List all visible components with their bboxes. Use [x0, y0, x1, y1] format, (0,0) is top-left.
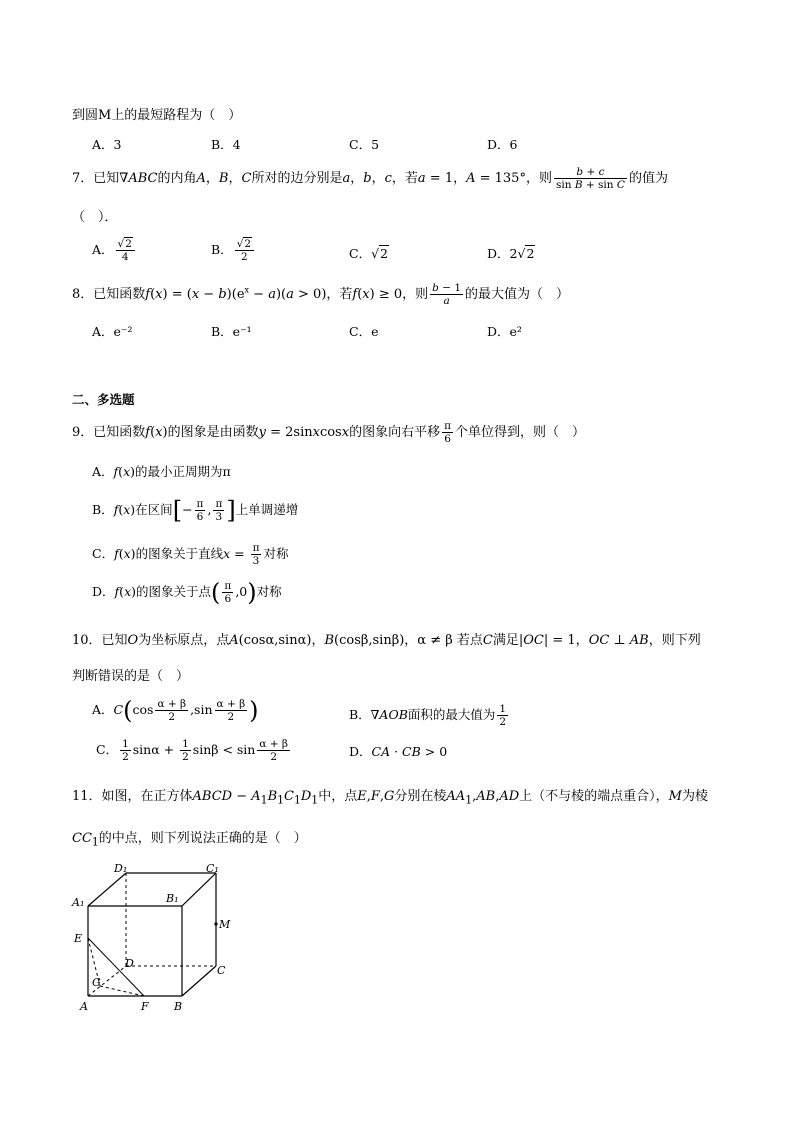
- q6-tail-text: 到圆M上的最短路程为（ ）: [72, 108, 242, 123]
- label-c1: C₁: [206, 862, 219, 875]
- q9-option-c: C．f(x)的图象关于直线x = $\frac{\pi}{3}$ 对称: [92, 542, 289, 568]
- q7-option-b: B． $\frac{√2}{2}$: [211, 238, 256, 263]
- q8-option-c: C．e: [349, 324, 379, 339]
- label-f: F: [141, 1000, 149, 1013]
- q7-option-d: D．2√2: [487, 246, 535, 261]
- q7-stem-end: （ ）．: [72, 210, 118, 225]
- q7-option-a: A． $\frac{√2}{4}$: [92, 238, 137, 263]
- label-c: C: [217, 964, 226, 977]
- label-a: A: [80, 1000, 88, 1013]
- label-m: M: [219, 918, 231, 931]
- q10-stem-end: 判断错误的是（ ）: [72, 669, 190, 684]
- label-b1: B₁: [166, 892, 179, 905]
- q7-stem: 7．已知∇ABC的内角A，B，C所对的边分别是a，b，c，若a = 1，A = 135°，则 $\frac{b + c}{\text{sin B + sin C}}$ 的值为: [72, 166, 668, 192]
- q6-option-c: C．5: [349, 137, 380, 152]
- cube-figure: [70, 858, 240, 1016]
- q11-stem: 11．如图，在正方体ABCD − $A_1B_1C_1D_1$中，点E,F,G分别在棱$AA_1,AB,AD$上（不与棱的端点重合），M为棱: [72, 789, 708, 807]
- label-g: G: [92, 976, 101, 989]
- label-b: B: [174, 1000, 183, 1013]
- label-d: D: [125, 957, 134, 970]
- q10-option-d: D．CA · CB > 0: [349, 744, 448, 759]
- q7-option-c: C．√2: [349, 246, 388, 261]
- q8-option-d: D．e²: [487, 324, 522, 339]
- q6-option-d: D．6: [487, 137, 518, 152]
- label-a1: A₁: [72, 896, 85, 909]
- q8-option-b: B．e⁻¹: [211, 324, 252, 339]
- q7-fraction: $\frac{b + c}{\text{sin B + sin C}}$: [555, 166, 625, 192]
- q9-option-d: D．f(x)的图象关于点( $\frac{\pi}{6}$ ,0)对称: [92, 578, 282, 607]
- q6-option-b: B．4: [211, 137, 241, 152]
- label-e: E: [74, 932, 83, 945]
- q9-option-b: B．f(x)在区间[− $\frac{\pi}{6}$ , $\frac{\pi}{3}$ ]上单调递增: [92, 496, 299, 525]
- label-d1: D₁: [114, 862, 128, 875]
- q8-option-a: A．e⁻²: [92, 324, 133, 339]
- q6-option-a: A．3: [92, 137, 122, 152]
- q10-option-b: B．∇AOB面积的最大值为 $\frac{1}{2}$: [349, 703, 507, 729]
- q11-stem-end: $CC_1$的中点，则下列说法正确的是（ ）: [72, 831, 307, 849]
- q8-fraction: $\frac{b - 1}{a}$: [432, 282, 462, 308]
- q8-stem: 8．已知函数$f(x) = (x - b)(e^x - a)(a > 0)$，若f(x) ≥ 0，则 $\frac{b - 1}{a}$ 的最大值为（ ）: [72, 282, 570, 308]
- q10-option-c: C． $\frac{1}{2}$ sinα + $\frac{1}{2}$ sinβ < sin $\frac{\alpha + \beta}{2}$: [96, 738, 288, 764]
- q9-option-a: A．f(x)的最小正周期为π: [92, 464, 231, 479]
- q10-option-a: A．C(cos $\frac{\alpha + \beta}{2}$ ,sin $\frac{\alpha + \beta}{2}$ ): [92, 696, 259, 725]
- q6-tail: [72, 104, 241, 123]
- q9-stem: 9．已知函数f(x)的图象是由函数y = 2sinxcosx的图象向右平移 $\frac{\pi}{6}$ 个单位得到，则（ ）: [72, 420, 586, 446]
- q10-stem: 10．已知O为坐标原点，点A(cosα,sinα)，B(cosβ,sinβ)，α ≠ β 若点C满足|OC| = 1，OC ⊥ AB，则下列: [72, 633, 701, 648]
- section-heading: 二、多选题: [72, 392, 135, 407]
